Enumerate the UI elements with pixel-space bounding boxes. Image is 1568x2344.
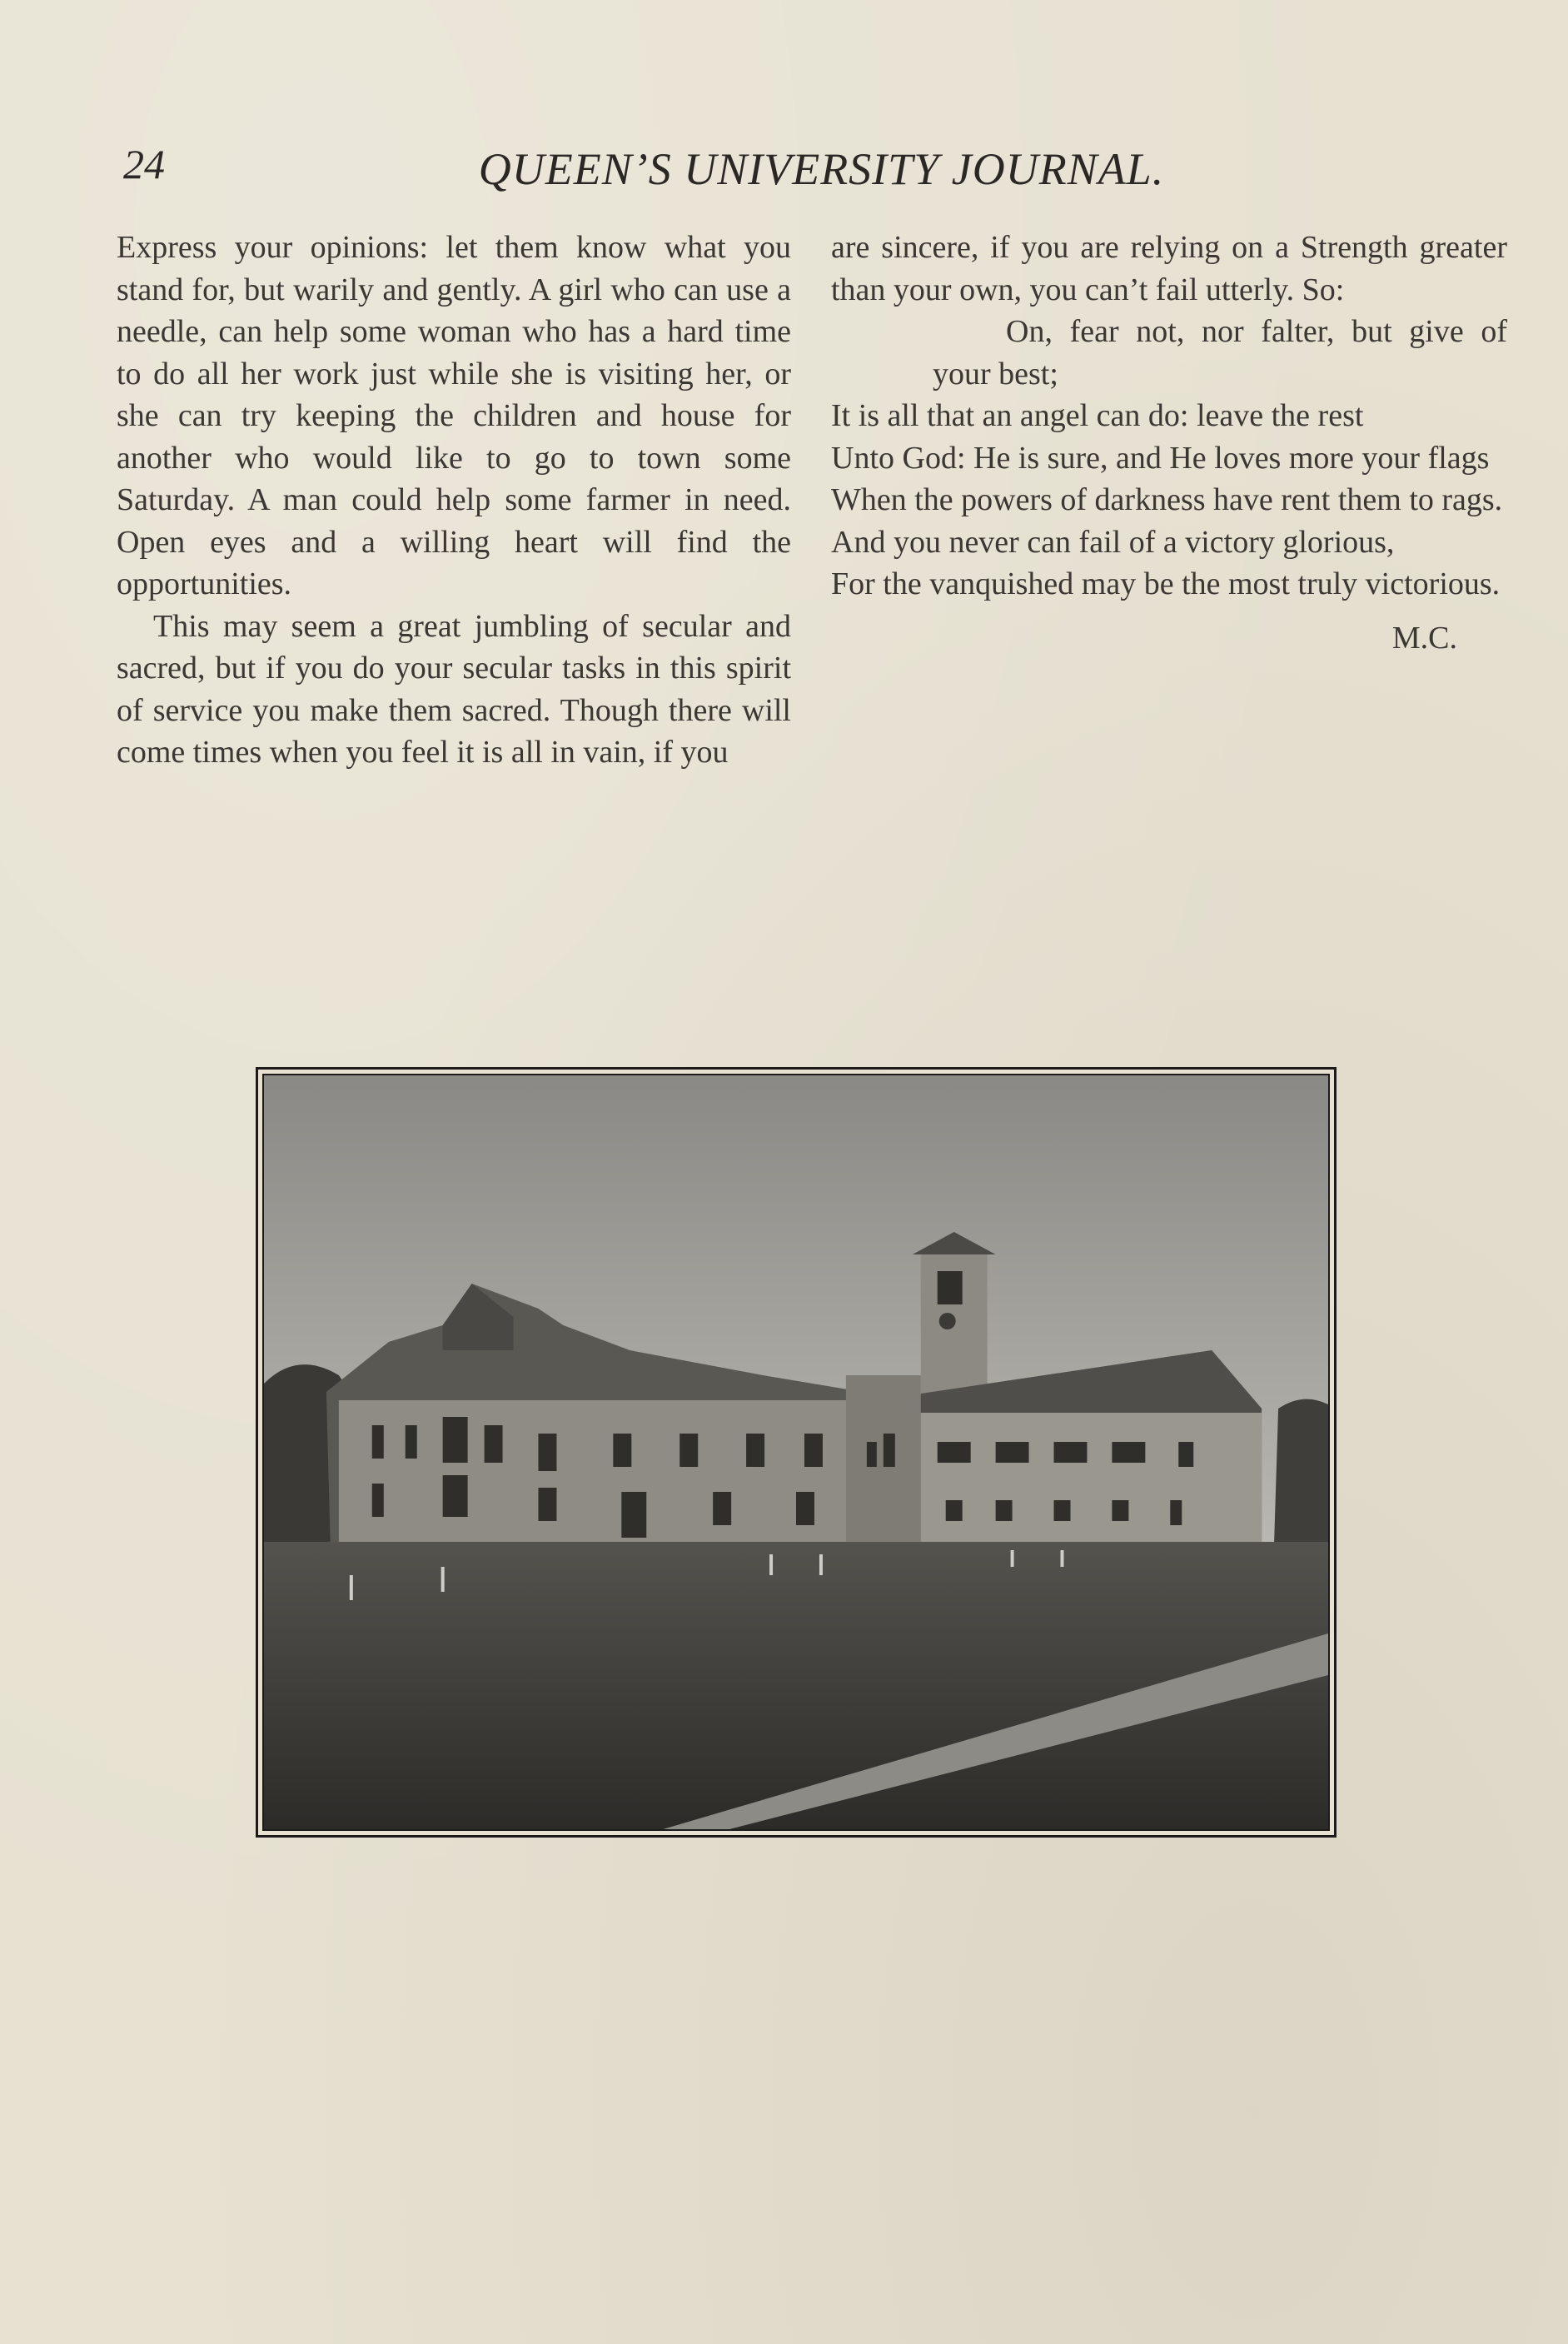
- signature: M.C.: [1391, 620, 1457, 656]
- verse-line: And you never can fail of a victory glorious,: [831, 524, 1395, 560]
- verse-line: On, fear not, nor falter, but give of your best;: [933, 314, 1507, 391]
- photo-frame: [256, 1067, 1337, 1838]
- right-column: [831, 227, 1507, 659]
- verse-line: It is all that an angel can do: leave the rest: [831, 398, 1364, 433]
- left-column: [117, 227, 791, 774]
- verse-line: For the vanquished may be the most truly victorious.: [831, 566, 1501, 601]
- paragraph: Express your opinions: let them know what you stand for, but warily and gently. A girl who can use a needle, can help some woman who has a hard time to do all her work just while she is visiting her, or she can try keeping the children and house for another who would like to go to town some Saturday. A man could help some farmer in need. Open eyes and a willing heart will find the opportunities.: [117, 230, 791, 601]
- verse-line: When the powers of darkness have rent them to rags.: [831, 482, 1503, 517]
- paragraph: are sincere, if you are relying on a Strength greater than your own, you can’t fail utterly. So:: [831, 230, 1507, 307]
- building-photograph: [262, 1074, 1330, 1831]
- paragraph: This may seem a great jumbling of secular and sacred, but if you do your secular tasks in this spirit of service you make them sacred. Though there will come times when you feel it is all in vain, if you: [117, 608, 791, 770]
- verse-line: Unto God: He is sure, and He loves more your flags: [831, 440, 1490, 476]
- building-illustration: [264, 1075, 1328, 1829]
- page-header: [0, 140, 1568, 207]
- journal-title: QUEEN’S UNIVERSITY JOURNAL.: [478, 144, 1165, 194]
- page-number: 24: [123, 141, 165, 187]
